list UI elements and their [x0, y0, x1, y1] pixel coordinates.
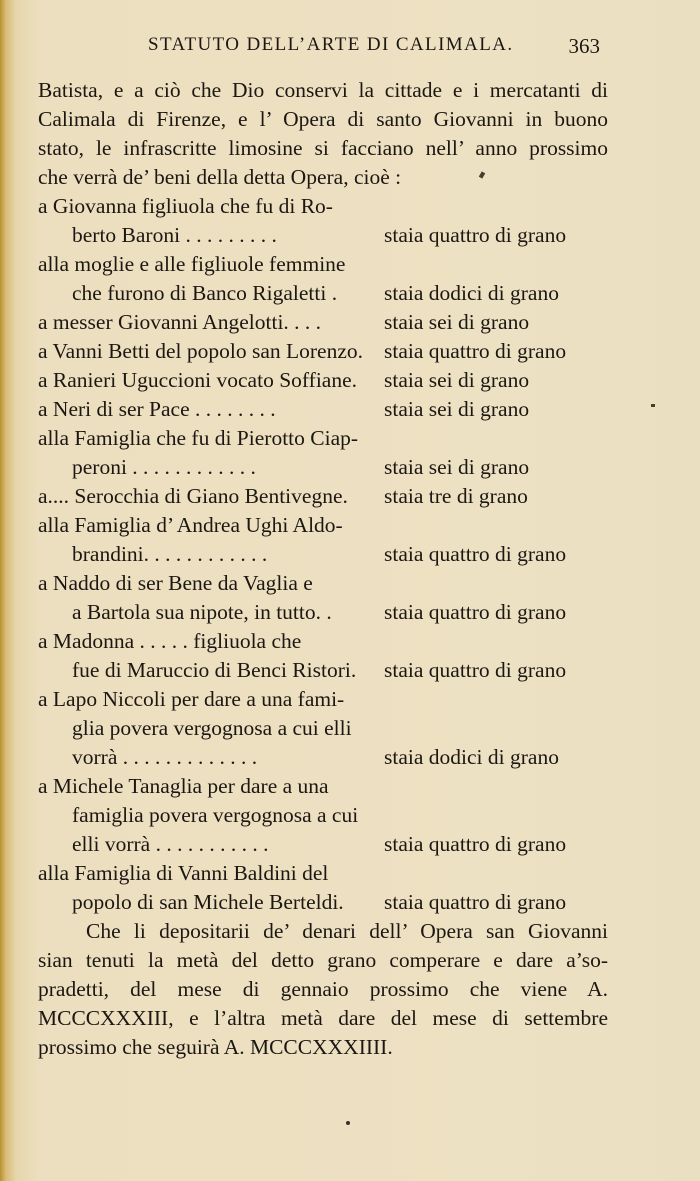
- alms-entry: [38, 192, 608, 250]
- alms-entry: [38, 685, 608, 772]
- alms-entry: [38, 424, 608, 482]
- text-line: stato, le infrascritte limosine si facciano nell’ anno prossimo: [38, 136, 608, 160]
- entry-recipient-line: fue di Maruccio di Benci Ristori.: [72, 658, 357, 682]
- entry-recipient-line: a Lapo Niccoli per dare a una fami-: [38, 687, 345, 711]
- entry-amount: staia dodici di grano: [384, 745, 559, 769]
- entry-recipient-line: a Madonna . . . . . figliuola che: [38, 629, 302, 653]
- entry-recipient-line: glia povera vergognosa a cui elli: [72, 716, 352, 740]
- page-header: [0, 34, 700, 64]
- entry-recipient-line: a Vanni Betti del popolo san Lorenzo.: [38, 339, 364, 363]
- entry-recipient-line: a Michele Tanaglia per dare a una: [38, 774, 329, 798]
- alms-entry: [38, 337, 608, 366]
- entry-amount: staia sei di grano: [384, 310, 530, 334]
- entry-recipient-line: berto Baroni . . . . . . . . .: [72, 223, 277, 247]
- entry-amount: staia tre di grano: [384, 484, 528, 508]
- alms-entry: [38, 308, 608, 337]
- text-line: MCCCXXXIII, e l’altra metà dare del mese di settembre: [38, 1006, 608, 1030]
- entry-recipient-line: a Giovanna figliuola che fu di Ro-: [38, 194, 333, 218]
- entry-amount: staia quattro di grano: [384, 339, 567, 363]
- entry-amount: staia sei di grano: [384, 455, 530, 479]
- alms-entry: [38, 859, 608, 917]
- alms-entry: [38, 250, 608, 308]
- text-line: prossimo che seguirà A. MCCCXXXIIII.: [38, 1035, 393, 1059]
- entry-recipient-line: alla Famiglia d’ Andrea Ughi Aldo-: [38, 513, 343, 537]
- entry-recipient-line: peroni . . . . . . . . . . . .: [72, 455, 256, 479]
- entry-amount: staia quattro di grano: [384, 600, 567, 624]
- entry-recipient-line: a Bartola sua nipote, in tutto. .: [72, 600, 332, 624]
- entry-recipient-line: che furono di Banco Rigaletti .: [72, 281, 338, 305]
- entry-recipient-line: a messer Giovanni Angelotti. . . .: [38, 310, 322, 334]
- entry-recipient-line: a.... Serocchia di Giano Bentivegne.: [38, 484, 348, 508]
- entry-amount: staia quattro di grano: [384, 890, 567, 914]
- ink-dot: [346, 1121, 350, 1125]
- text-line: pradetti, del mese di gennaio prossimo che viene A.: [38, 977, 608, 1001]
- text-line: sian tenuti la metà del detto grano comperare e dare a’so-: [38, 948, 608, 972]
- text-line: Batista, e a ciò che Dio conservi la cittade e i mercatanti di: [38, 78, 608, 102]
- entry-recipient-line: popolo di san Michele Berteldi.: [72, 890, 344, 914]
- entry-amount: staia dodici di grano: [384, 281, 559, 305]
- intro-paragraph: [38, 76, 608, 192]
- entry-amount: staia quattro di grano: [384, 832, 567, 856]
- text-line: che verrà de’ beni della detta Opera, cioè :: [38, 165, 402, 189]
- entry-recipient-line: a Naddo di ser Bene da Vaglia e: [38, 571, 313, 595]
- alms-entry: [38, 395, 608, 424]
- entry-recipient-line: alla moglie e alle figliuole femmine: [38, 252, 346, 276]
- text-line: Che li depositarii de’ denari dell’ Opera san Giovanni: [86, 919, 608, 943]
- alms-entry: [38, 511, 608, 569]
- alms-entry: [38, 772, 608, 859]
- entry-recipient-line: famiglia povera vergognosa a cui: [72, 803, 359, 827]
- ink-speck: [651, 404, 655, 407]
- closing-paragraph: [38, 917, 608, 1062]
- alms-entry: [38, 569, 608, 627]
- entry-amount: staia quattro di grano: [384, 542, 567, 566]
- text-line: Calimala di Firenze, e l’ Opera di santo Giovanni in buono: [38, 107, 608, 131]
- entry-amount: staia sei di grano: [384, 397, 530, 421]
- running-head: STATUTO DELL’ARTE DI CALIMALA.: [148, 34, 514, 55]
- entry-amount: staia quattro di grano: [384, 658, 567, 682]
- alms-entry: [38, 482, 608, 511]
- entry-recipient-line: brandini. . . . . . . . . . . .: [72, 542, 268, 566]
- alms-entry: [38, 627, 608, 685]
- page-number: 363: [568, 34, 600, 58]
- body-text: [38, 76, 608, 1062]
- entry-recipient-line: a Ranieri Uguccioni vocato Soffiane.: [38, 368, 358, 392]
- entry-amount: staia quattro di grano: [384, 223, 567, 247]
- entry-recipient-line: alla Famiglia che fu di Pierotto Ciap-: [38, 426, 359, 450]
- entry-amount: staia sei di grano: [384, 368, 530, 392]
- entry-recipient-line: alla Famiglia di Vanni Baldini del: [38, 861, 329, 885]
- entry-recipient-line: vorrà . . . . . . . . . . . . .: [72, 745, 258, 769]
- entry-recipient-line: a Neri di ser Pace . . . . . . . .: [38, 397, 276, 421]
- entry-recipient-line: elli vorrà . . . . . . . . . . .: [72, 832, 269, 856]
- alms-list: [38, 192, 608, 917]
- alms-entry: [38, 366, 608, 395]
